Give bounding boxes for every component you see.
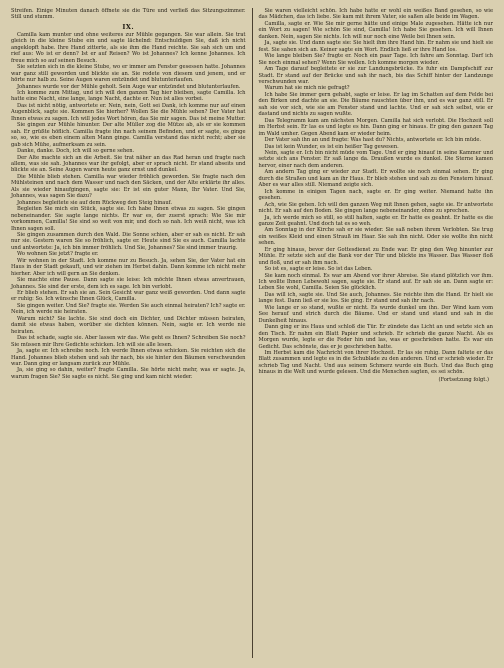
two-column-text (9, 8, 495, 658)
paragraph: Sie setzten sich in die kleine Stube, wo er immer am Fenster gesessen hatte. Johannes war ganz still geworden und blickte sie an. Sie redete von diesem und jenem, und er hörte nur halb zu. Seine Augen waren entzündet und blutunterlaufen. (11, 64, 246, 84)
paragraph: Das ist nicht nötig, antwortete er. Nein, nein, Gott sei Dank, ich komme nur auf einen Augenblick, sagte sie. Kommen Sie hierher? Wollen Sie die Mühle sehen? Der Vater hat Ihnen etwas zu sagen. Ich will jedes Wort hören, das Sie mir sagen. Das ist meine Mutter. (11, 102, 246, 122)
paragraph: Am Sonntag in der Kirche sah er sie wieder. Sie saß neben ihrem Verlobten. Sie trug ein weißes Kleid und einen Strauß im Haar. Sie sah ihn nicht. Oder sie wollte ihn nicht sehen. (258, 227, 493, 247)
paragraph: Der Alte machte sich an die Arbeit. Sie trat näher an das Rad heran und fragte nach allem, was sie sah. Johannes war ihr gefolgt, aber er sprach nicht. Er stand abseits und blickte sie an. Seine Augen waren heute ganz ernst und dunkel. (11, 154, 246, 174)
paragraph: Wie lange bleiben Sie? fragte er. Noch ein paar Tage. Ich fahre am Sonntag. Darf ich Sie noch einmal sehen? Wenn Sie wollen. Ich komme morgen wieder. (258, 53, 493, 66)
paragraph: Wie lange er so stand, wußte er nicht. Es wurde dunkel um ihn. Der Wind kam vom See herauf und strich durch die Bäume. Und er stand und stand und sah in die Dunkelheit hinaus. (258, 304, 493, 324)
paragraph: Ja, sie ging so dahin, weiter? fragte Camilla. Sie hörte nicht mehr, was er sagte. Ja, warum fragen Sie? Sie sagte es nicht. Sie ging und kam nicht wieder. (11, 367, 246, 380)
paragraph: Ja, ich werde mich so still, so still halten, sagte er. Er hatte es geahnt. Er hatte es die ganze Zeit geahnt. Und doch tat es so weh. (258, 214, 493, 227)
paragraph: Das Telegramm kam am nächsten Morgen. Camilla hat sich verlobt. Die Hochzeit soll im Herbst sein. Er las es und legte es hin. Dann ging er hinaus. Er ging den ganzen Tag im Wald umher. Gegen Abend kam er wieder heim. (258, 117, 493, 137)
right-column (253, 8, 496, 658)
left-column (9, 8, 252, 658)
paragraph: Er blieb stehen. Er sah sie an. Sein Gesicht war ganz weiß geworden. Und dann sagte er ruhig: So. Ich wünsche Ihnen Glück, Camilla. (11, 290, 246, 303)
chapter-heading: IX. (122, 22, 135, 31)
paragraph: Sie gingen weiter. Und Sie? fragte sie. Werden Sie auch einmal heiraten? Ich? sagte er. Nein, ich werde nie heiraten. (11, 302, 246, 316)
paragraph: Er ging hinaus, bevor der Gottesdienst zu Ende war. Er ging den Weg hinunter zur Mühle. Er setzte sich auf die Bank vor der Tür und blickte ins Wasser. Das Wasser floß und floß, und er sah ihm nach. (258, 246, 493, 266)
paragraph: Dann ging er ins Haus und schloß die Tür. Er zündete das Licht an und setzte sich an den Tisch. Er nahm ein Blatt Papier und schrieb. Er schrieb die ganze Nacht. Als es Morgen wurde, legte er die Feder hin und las, was er geschrieben hatte. Es war ein Gedicht. Das schönste, das er je geschrieben hatte. (258, 324, 493, 350)
opening-paragraph: Streifen. Einige Minuten danach öffnete sie die Türe und verließ das Sitzungszimmer. Still und stumm. (11, 8, 246, 21)
continuation-note: (Fortsetzung folgt.) (438, 376, 489, 383)
right-paragraphs (259, 8, 494, 376)
paragraph: Nein, sagte er. Ich bin nicht müde vom Tage. Und er ging hinauf in seine Kammer und setzte sich ans Fenster. Er saß lange da. Draußen wurde es dunkel. Die Sterne kamen hervor, einer nach dem anderen. (258, 149, 493, 169)
paragraph: Wo wohnen Sie jetzt? fragte er. (17, 251, 99, 258)
paragraph: Am Tage darauf begleitete er sie zur Landungsbrücke. Es fuhr ein Dampfschiff zur Stadt. Er stand auf der Brücke und sah ihr nach, bis das Schiff hinter der Landzunge verschwunden war. (258, 66, 493, 85)
paragraph: Warum nicht? Sie lachte. Sie sind doch ein Dichter, und Dichter müssen heiraten, damit sie etwas haben, worüber sie dichten können. Nein, sagte er. Ich werde nie heiraten. (11, 315, 246, 335)
paragraph: Camilla kam munter und ohne weiteres zur Mühle gegangen. Sie war allein. Sie trat gleich in die kleine Stube ein und sagte lächelnd: Entschuldigen Sie, daß ich nicht angeklopft habe. Ihre Hand zitterte, als sie ihm die Hand reichte. Sie sah sich um und rief aus: Wo ist er denn? Ist er auf Reisen? Wo ist Johannes? Ich kenne Johannes. Ich freue mich so auf seinen Besuch. (11, 31, 246, 64)
paragraph: Begleiten Sie mich ein Stück, sagte sie. Ich habe Ihnen etwas zu sagen. Sie gingen nebeneinander. Sie sagte lange nichts. Er war es, der zuerst sprach: Wie Sie mir vorkommen, Camilla! Sie sind so weit von mir, und doch so nah. Ich weiß nicht, was ich Ihnen sagen soll. (11, 206, 246, 232)
paragraph: Das will ich, sagte sie. Und Sie auch, Johannes. Sie reichte ihm die Hand. Er hielt sie lange fest. Dann ließ er sie los. Sie ging. Er stand und sah ihr nach. (258, 291, 493, 305)
paragraph: Ach, wie Sie gehen. Ich will den ganzen Weg mit Ihnen gehen, sagte sie. Er antwortete nicht. Er sah auf den Boden. Sie gingen lange nebeneinander, ohne zu sprechen. (258, 201, 493, 215)
paragraph: Ja, sagte sie. Und dann sagte sie: Sie hielt ihm ihre Hand hin. Er nahm sie und hielt sie fest. Sie sahen sich an. Keiner sagte ein Wort. Endlich ließ er ihre Hand los. (258, 40, 493, 53)
paragraph: Sie machte eine Pause. Dann sagte sie leise: Ich möchte Ihnen etwas anvertrauen, Johannes. Sie sind der erste, dem ich es sage. Ich bin verlobt. (11, 277, 246, 290)
paragraph: Danke, danke. Doch, ich will so gerne sehen. (17, 148, 135, 155)
paragraph: Sie gingen zusammen durch den Wald. Die Sonne schien, aber er sah es nicht. Er sah nur sie. Gestern waren Sie so fröhlich, sagte er. Heute sind Sie es auch. Camilla lachte und antwortete: Ja, ich bin immer fröhlich. Und Sie, Johannes? Sie sind immer traurig. (11, 231, 246, 251)
paragraph: Wir wohnen in der Stadt. Ich komme nur zu Besuch. Ja, sehen Sie, der Vater hat ein Haus in der Stadt gekauft, und wir ziehen im Herbst dahin. Dann komme ich nicht mehr hierher. Aber ich will gern an Sie denken. (11, 257, 246, 277)
paragraph: Sie gingen zur Mühle hinunter. Der alte Müller zog die Mütze ab, als er sie kommen sah. Er grüßte höflich. Camilla fragte ihn nach seinem Befinden, und er sagte, es ginge so, so, wie es eben einem alten Mann ginge. Camilla verstand das nicht recht; aber sie gab sich Mühe, aufmerksam zu sein. (11, 122, 246, 148)
paragraph: Im Herbst kam die Nachricht von ihrer Hochzeit. Er las sie ruhig. Dann faltete er das Blatt zusammen und legte es in die Schublade zu den anderen. Und er schrieb wieder. Er schrieb Tag und Nacht. Und aus seinem Schmerz wurde ein Buch. Und das Buch ging hinaus in die Welt und wurde gelesen. Und die Menschen sagten, es sei schön. (258, 350, 493, 376)
paragraph: Warum hat sie mich nie gefragt? (264, 85, 350, 92)
paragraph: Sie kam noch einmal. Es war am Abend vor ihrer Abreise. Sie stand plötzlich vor ihm. Ich wollte Ihnen Lebewohl sagen, sagte sie. Er stand auf. Er sah sie an. Dann sagte er: Leben Sie wohl, Camilla. Seien Sie glücklich. (258, 272, 493, 292)
paragraph: Ja, sagte er. Ich schreibe noch. Ich werde Ihnen etwas schicken. Sie reichten sich die Hand. Johannes blieb stehen und sah ihr nach, bis sie hinter den Bäumen verschwunden war. Dann ging er langsam zurück zur Mühle. (11, 348, 246, 368)
paragraph: Camilla, sagte er. Wie Sie mir gerne hätte und einige Male zugesehen. Hätte ich nur ein Wort zu sagen! Wie schön Sie sind, Camilla! Ich habe Sie gesehen. Ich will Ihnen danken. Nein, sagen Sie nichts. Ich will nur noch eine Weile bei Ihnen sein. (258, 20, 493, 40)
paragraph: Am andern Tag ging er wieder zur Stadt. Er wollte sie noch einmal sehen. Er ging durch die Straßen und kam an ihr Haus. Er blieb stehen und sah zu den Fenstern hinauf. Aber es war alles still. Niemand zeigte sich. (258, 169, 493, 189)
paragraph: Das ist schade, sagte sie. Aber lassen wir das. Wie geht es Ihnen? Schreiben Sie noch? Sie müssen mir Ihre Gedichte schicken. Ich will sie alle lesen. (11, 335, 246, 348)
left-paragraphs (11, 32, 246, 380)
paragraph: Sie waren vielleicht schön. Ich habe hatte er wohl ein weißes Band gesehen, so wie das Mädchen, das ich liebe. Sie kam mit ihrem Vater, sie saßen alle beide im Wagen. (258, 8, 493, 21)
paragraph: Die Mühle blieb stehen. Camilla war wieder fröhlich geworden. Sie fragte nach den Mühlsteinen und nach dem Wasser und nach den Säcken, und der Alte erklärte ihr alles. Als sie wieder hinaufgingen, sagte sie: Er ist ein guter Mann, Ihr Vater. Und Sie, Johannes, was sagen Sie dazu? (11, 173, 246, 200)
paragraph: Ich komme zum Mittag, und ich will den ganzen Tag hier bleiben, sagte Camilla. Ich hatte eine Nacht, eine lange, lange Nacht, dachte er. Nun ist alles vorbei. (11, 89, 246, 103)
paragraph: So ist es, sagte er leise. So ist das Leben. (264, 266, 373, 273)
paragraph: Johannes begleitete sie auf dem Rückweg den Steig hinauf. (17, 199, 172, 206)
paragraph: Das ist kein Wunder, es ist ein heißer Tag gewesen. (264, 143, 399, 150)
paragraph: Ich komme in einigen Tagen nach, sagte er. Er ging weiter. Niemand hatte ihn gesehen. (258, 188, 493, 202)
paragraph: Der Vater sah ihn an und fragte: Was hast du? Nichts, antwortete er. Ich bin müde. (264, 137, 482, 144)
paragraph: Ich habe Sie immer gern gehabt, sagte er leise. Er lag im Schatten auf dem Felde bei den Birken und dachte an sie. Die Bäume rauschten über ihm, und es war ganz still. Er sah sie vor sich, wie sie am Fenster stand und lachte. Und er sah sich selbst, wie er dastand und nichts zu sagen wußte. (258, 91, 493, 118)
paragraph: Johannes wurde vor der Mühle geholt. Sein Auge war entzündet und blutunterlaufen. (17, 83, 241, 90)
